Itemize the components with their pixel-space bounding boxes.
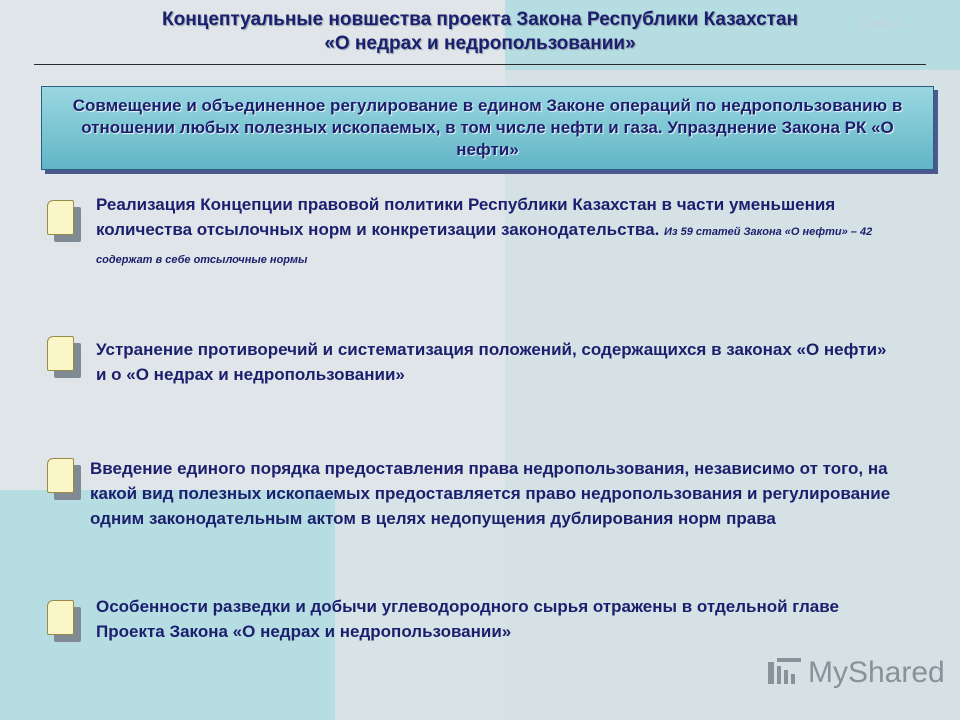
list-item <box>90 456 920 531</box>
document-bullet-icon <box>47 458 83 502</box>
slide-title-line2: «О недрах и недропользовании» <box>324 33 636 54</box>
list-item-text: Введение единого порядка предоставления права недропользования, независимо от того, на какой вид полезных ископаемых предоставляется право недропользования и регулирование одним законодательным актом в целях недопущения дублирования норм права <box>90 459 891 528</box>
list-item-note: Из 59 статей Закона «О нефти» – 42 содержат в себе отсылочные нормы <box>96 226 873 266</box>
slide-title-line1: Концептуальные новшества проекта Закона Республики Казахстан <box>162 9 798 30</box>
list-item-text: Реализация Концепции правовой политики Республики Казахстан в части уменьшения количества отсылочных норм и конкретизации законодательства. <box>96 195 836 239</box>
list-item-text: Особенности разведки и добычи углеводородного сырья отражены в отдельной главе Проекта Закона «О недрах и недропользовании» <box>96 597 839 641</box>
watermark-logo <box>768 656 945 690</box>
slide-title <box>60 8 900 56</box>
document-bullet-icon <box>47 600 83 644</box>
document-bullet-icon <box>47 336 83 380</box>
document-bullet-icon <box>47 200 83 244</box>
presentation-icon <box>768 658 802 688</box>
summary-banner <box>41 86 934 170</box>
list-item-text: Устранение противоречий и систематизация положений, содержащихся в законах «О нефти» и о «О недрах и недропользовании» <box>96 340 887 384</box>
title-divider <box>34 64 926 65</box>
list-item <box>96 594 896 644</box>
list-item <box>96 337 896 387</box>
summary-banner-text: Совмещение и объединенное регулирование в едином Законе операций по недропользованию в отношении любых полезных ископаемых, в том числе нефти и газа. Упразднение Закона РК «О нефти» <box>72 96 903 159</box>
watermark-text: MyShared <box>808 656 945 689</box>
slide-number: Слайд 2 <box>858 16 905 30</box>
list-item <box>96 192 926 273</box>
